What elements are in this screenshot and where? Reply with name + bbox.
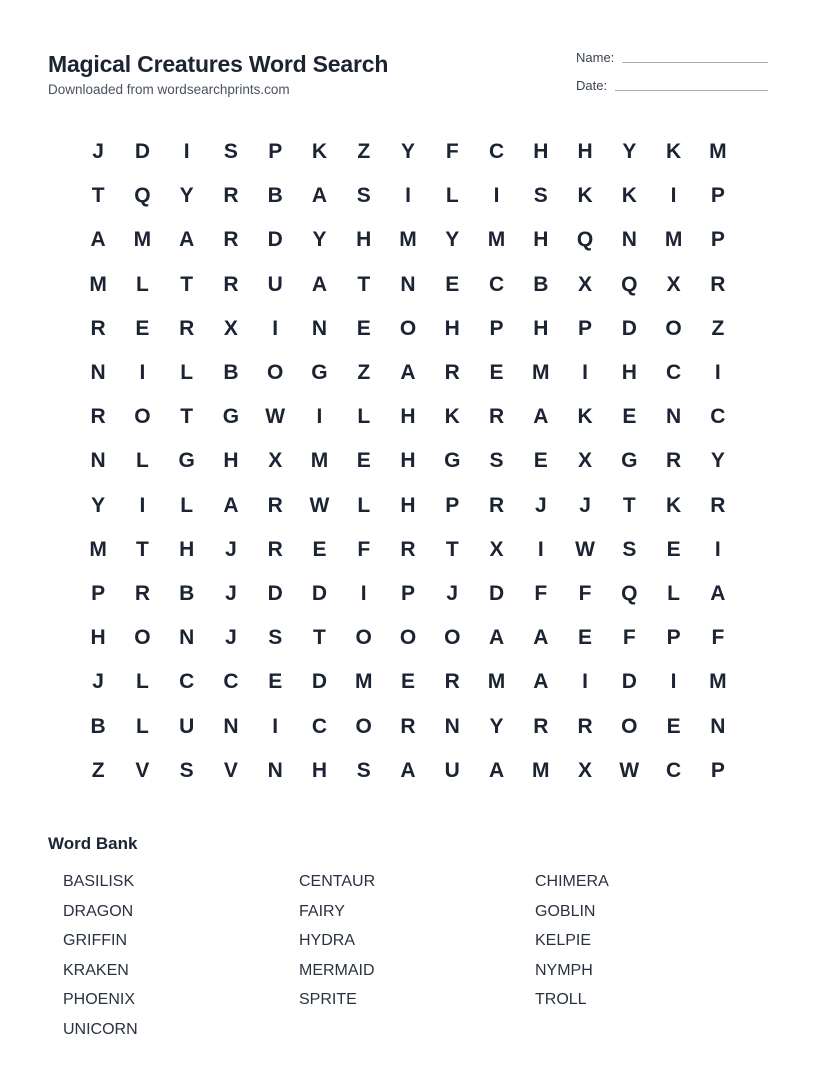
grid-cell[interactable]: T — [135, 537, 149, 561]
grid-cell[interactable]: E — [489, 361, 504, 385]
grid-cell[interactable]: M — [133, 228, 152, 252]
grid-cell[interactable]: C — [488, 140, 505, 164]
student-fields — [576, 49, 768, 105]
grid-cell[interactable]: S — [223, 140, 238, 164]
grid-cell[interactable]: L — [180, 493, 194, 517]
grid-cell[interactable]: J — [446, 581, 459, 605]
grid-cell[interactable]: E — [533, 449, 548, 473]
grid-cell[interactable]: C — [710, 405, 726, 429]
grid-cell[interactable]: H — [400, 493, 416, 517]
grid-cell[interactable]: L — [180, 361, 194, 385]
grid-cell[interactable]: O — [444, 626, 461, 650]
grid-cell[interactable]: T — [357, 272, 371, 296]
grid-cell[interactable]: M — [709, 140, 727, 164]
grid-cell[interactable]: Q — [134, 184, 151, 208]
grid-cell[interactable]: N — [400, 272, 416, 296]
grid-cell[interactable]: N — [267, 758, 283, 782]
grid-cell[interactable]: K — [444, 405, 460, 429]
grid-cell[interactable]: E — [578, 626, 593, 650]
word-bank-item: UNICORN — [63, 1020, 138, 1038]
grid-row — [76, 263, 740, 307]
grid-cell[interactable]: B — [223, 361, 239, 385]
date-label: Date: — [576, 78, 608, 93]
grid-cell[interactable]: Y — [91, 493, 106, 517]
grid-cell[interactable]: L — [357, 405, 371, 429]
grid-cell[interactable]: P — [91, 581, 106, 605]
grid-cell[interactable]: R — [223, 272, 239, 296]
grid-cell[interactable]: I — [714, 361, 721, 385]
grid-cell[interactable]: H — [400, 449, 416, 473]
grid-cell[interactable]: N — [710, 714, 726, 738]
grid-cell[interactable]: E — [445, 272, 460, 296]
grid-cell[interactable]: I — [670, 670, 677, 694]
grid-row — [76, 439, 740, 483]
grid-cell[interactable]: K — [621, 184, 637, 208]
grid-cell[interactable]: A — [311, 272, 328, 296]
grid-cell[interactable]: K — [666, 493, 682, 517]
grid-cell[interactable]: Y — [489, 714, 504, 738]
grid-cell[interactable]: N — [90, 361, 106, 385]
word-bank-item: MERMAID — [299, 961, 375, 979]
grid-cell[interactable]: B — [179, 581, 195, 605]
grid-cell[interactable]: O — [355, 714, 372, 738]
grid-cell[interactable]: E — [666, 537, 681, 561]
grid-cell[interactable]: R — [577, 714, 593, 738]
grid-cell[interactable]: H — [179, 537, 195, 561]
grid-cell[interactable]: E — [356, 316, 371, 340]
grid-cell[interactable]: R — [267, 537, 283, 561]
grid-cell[interactable]: D — [488, 581, 505, 605]
word-bank-item: BASILISK — [63, 873, 135, 890]
grid-cell[interactable]: F — [711, 626, 725, 650]
grid-cell[interactable]: P — [268, 140, 283, 164]
grid-cell[interactable]: R — [223, 228, 239, 252]
header — [48, 50, 388, 98]
grid-cell[interactable]: I — [272, 714, 279, 738]
grid-cell[interactable]: Y — [622, 140, 637, 164]
grid-cell[interactable]: R — [134, 581, 150, 605]
grid-cell[interactable]: M — [532, 361, 550, 385]
page-subtitle: Downloaded from wordsearchprints.com — [48, 82, 290, 97]
grid-cell[interactable]: A — [533, 670, 549, 694]
word-bank-item: TROLL — [535, 991, 587, 1009]
grid-cell[interactable]: K — [311, 140, 328, 164]
grid-row — [76, 307, 740, 351]
grid-cell[interactable]: P — [710, 184, 725, 208]
grid-cell[interactable]: R — [488, 405, 505, 429]
grid-cell[interactable]: M — [310, 449, 329, 473]
grid-cell[interactable]: W — [619, 758, 640, 782]
grid-cell[interactable]: R — [223, 184, 239, 208]
grid-cell[interactable]: J — [225, 537, 237, 561]
grid-cell[interactable]: H — [533, 316, 549, 340]
grid-cell[interactable]: R — [267, 493, 283, 517]
grid-cell[interactable]: X — [578, 272, 593, 296]
grid-cell[interactable]: F — [445, 140, 459, 164]
grid-cell[interactable]: B — [90, 714, 106, 738]
grid-cell[interactable]: R — [179, 316, 195, 340]
grid-cell[interactable]: T — [313, 626, 326, 650]
grid-cell[interactable]: X — [578, 758, 593, 782]
grid-cell[interactable]: T — [91, 184, 105, 208]
grid-cell[interactable]: W — [309, 493, 330, 517]
grid-cell[interactable]: J — [579, 493, 591, 517]
grid-cell[interactable]: B — [267, 184, 283, 208]
grid-row — [76, 704, 740, 748]
word-list — [48, 867, 768, 1045]
grid-cell[interactable]: V — [135, 758, 150, 782]
grid-cell[interactable]: L — [357, 493, 371, 517]
grid-cell[interactable]: H — [90, 626, 106, 650]
word-bank-item: SPRITE — [299, 991, 357, 1009]
grid-cell[interactable]: L — [135, 449, 149, 473]
grid-cell[interactable]: L — [667, 581, 680, 605]
grid-cell[interactable]: B — [533, 272, 549, 296]
date-line[interactable] — [615, 89, 768, 91]
grid-cell[interactable]: C — [666, 361, 682, 385]
grid-cell[interactable]: I — [405, 184, 411, 208]
name-line[interactable] — [622, 61, 768, 63]
grid-cell[interactable]: E — [400, 670, 415, 694]
grid-cell[interactable]: O — [355, 626, 372, 650]
grid-cell[interactable]: Y — [312, 228, 327, 252]
grid-cell[interactable]: F — [578, 581, 592, 605]
grid-cell[interactable]: A — [179, 228, 195, 252]
grid-cell[interactable]: J — [92, 670, 104, 694]
grid-cell[interactable]: E — [356, 449, 371, 473]
grid-cell[interactable]: I — [139, 493, 146, 517]
grid-cell[interactable]: H — [311, 758, 328, 782]
grid-row — [76, 218, 740, 262]
grid-cell[interactable]: U — [179, 714, 195, 738]
grid-cell[interactable]: X — [666, 272, 681, 296]
grid-cell[interactable]: O — [399, 316, 417, 340]
grid-cell[interactable]: Y — [400, 140, 415, 164]
grid-cell[interactable]: Z — [91, 758, 105, 782]
grid-cell[interactable]: T — [180, 272, 194, 296]
grid-cell[interactable]: N — [311, 316, 328, 340]
grid-cell[interactable]: A — [400, 758, 416, 782]
grid-cell[interactable]: G — [621, 449, 638, 473]
grid-cell[interactable]: O — [267, 361, 284, 385]
grid-cell[interactable]: V — [223, 758, 238, 782]
grid-cell[interactable]: A — [311, 184, 328, 208]
grid-cell[interactable]: N — [621, 228, 637, 252]
grid-cell[interactable]: C — [488, 272, 505, 296]
grid-cell[interactable]: Q — [576, 228, 594, 252]
grid-cell[interactable]: R — [444, 670, 460, 694]
grid-cell[interactable]: S — [533, 184, 548, 208]
grid-cell[interactable]: Y — [179, 184, 194, 208]
grid-cell[interactable]: K — [577, 405, 593, 429]
grid-cell[interactable]: A — [488, 758, 505, 782]
grid-cell[interactable]: Z — [711, 316, 725, 340]
grid-cell[interactable]: W — [265, 405, 286, 429]
grid-row — [76, 395, 740, 439]
grid-cell[interactable]: C — [223, 670, 239, 694]
grid-cell[interactable]: Z — [357, 140, 371, 164]
grid-cell[interactable]: O — [399, 626, 417, 650]
grid-cell[interactable]: S — [356, 758, 371, 782]
grid-cell[interactable]: X — [268, 449, 283, 473]
grid-cell[interactable]: S — [268, 626, 283, 650]
grid-cell[interactable]: M — [487, 228, 506, 252]
grid-row — [76, 572, 740, 616]
grid-cell[interactable]: G — [444, 449, 461, 473]
grid-cell[interactable]: D — [267, 581, 283, 605]
grid-cell[interactable]: R — [400, 714, 416, 738]
grid-cell[interactable]: J — [225, 581, 237, 605]
grid-cell[interactable]: O — [621, 714, 638, 738]
word-bank-item: DRAGON — [63, 902, 134, 920]
grid-cell[interactable]: T — [180, 405, 194, 429]
grid-cell[interactable]: H — [533, 140, 549, 164]
grid-cell[interactable]: R — [488, 493, 505, 517]
grid-cell[interactable]: A — [90, 228, 106, 252]
grid-cell[interactable]: I — [537, 537, 544, 561]
grid-cell[interactable]: S — [489, 449, 504, 473]
grid-cell[interactable]: Y — [710, 449, 725, 473]
letter-grid — [76, 130, 740, 793]
grid-cell[interactable]: G — [178, 449, 195, 473]
grid-cell[interactable]: C — [179, 670, 195, 694]
grid-cell[interactable]: N — [179, 626, 195, 650]
word-bank-item: FAIRY — [299, 902, 345, 920]
grid-cell[interactable]: D — [621, 670, 637, 694]
grid-cell[interactable]: A — [710, 581, 726, 605]
word-bank-item: PHOENIX — [63, 991, 136, 1009]
grid-row — [76, 484, 740, 528]
grid-cell[interactable]: H — [223, 449, 239, 473]
grid-cell[interactable]: M — [354, 670, 373, 694]
grid-cell[interactable]: R — [710, 272, 726, 296]
grid-cell[interactable]: S — [622, 537, 637, 561]
grid-cell[interactable]: I — [183, 140, 190, 164]
grid-cell[interactable]: Q — [621, 581, 638, 605]
grid-cell[interactable]: U — [444, 758, 460, 782]
grid-cell[interactable]: P — [710, 228, 725, 252]
grid-cell[interactable]: I — [582, 361, 588, 385]
grid-cell[interactable]: L — [135, 272, 149, 296]
grid-cell[interactable]: S — [356, 184, 371, 208]
grid-cell[interactable]: P — [445, 493, 460, 517]
word-bank-item: CENTAUR — [299, 873, 376, 890]
grid-cell[interactable]: H — [533, 228, 549, 252]
grid-cell[interactable]: O — [665, 316, 682, 340]
grid-cell[interactable]: I — [493, 184, 500, 208]
grid-cell[interactable]: D — [311, 670, 328, 694]
grid-cell[interactable]: L — [135, 714, 149, 738]
grid-cell[interactable]: M — [89, 272, 107, 296]
grid-cell[interactable]: I — [714, 537, 721, 561]
grid-cell[interactable]: I — [360, 581, 367, 605]
grid-cell[interactable]: C — [311, 714, 328, 738]
grid-cell[interactable]: R — [90, 316, 106, 340]
grid-cell[interactable]: I — [670, 184, 677, 208]
grid-cell[interactable]: W — [575, 537, 595, 561]
grid-row — [76, 660, 740, 704]
grid-cell[interactable]: R — [533, 714, 549, 738]
grid-cell[interactable]: Q — [621, 272, 638, 296]
grid-cell[interactable]: N — [444, 714, 460, 738]
word-bank-item: HYDRA — [299, 932, 356, 950]
page-title: Magical Creatures Word Search — [48, 51, 389, 77]
grid-cell[interactable]: Z — [357, 361, 371, 385]
grid-cell[interactable]: X — [578, 449, 593, 473]
grid-cell[interactable]: T — [622, 493, 636, 517]
grid-cell[interactable]: F — [622, 626, 636, 650]
grid-cell[interactable]: R — [710, 493, 726, 517]
grid-row — [76, 616, 740, 660]
grid-cell[interactable]: K — [666, 140, 682, 164]
name-label: Name: — [576, 50, 615, 65]
grid-cell[interactable]: M — [709, 670, 727, 694]
grid-cell[interactable]: P — [578, 316, 593, 340]
grid-row — [76, 130, 740, 174]
grid-cell[interactable]: R — [666, 449, 682, 473]
grid-cell[interactable]: N — [666, 405, 682, 429]
grid-cell[interactable]: P — [666, 626, 681, 650]
grid-row — [76, 528, 740, 572]
grid-cell[interactable]: D — [621, 316, 637, 340]
grid-row — [76, 174, 740, 218]
grid-cell[interactable]: E — [666, 714, 681, 738]
grid-cell[interactable]: O — [134, 405, 151, 429]
date-field[interactable] — [576, 77, 768, 93]
grid-cell[interactable]: A — [223, 493, 239, 517]
grid-cell[interactable]: D — [311, 581, 328, 605]
grid-cell[interactable]: L — [445, 184, 459, 208]
grid-cell[interactable]: M — [664, 228, 683, 252]
grid-cell[interactable]: Y — [445, 228, 460, 252]
grid-cell[interactable]: R — [444, 361, 460, 385]
grid-cell[interactable]: P — [489, 316, 504, 340]
grid-cell[interactable]: C — [666, 758, 682, 782]
grid-cell[interactable]: N — [223, 714, 239, 738]
grid-cell[interactable]: F — [534, 581, 548, 605]
grid-cell[interactable]: A — [533, 405, 549, 429]
grid-cell[interactable]: L — [135, 670, 149, 694]
word-bank-item: KELPIE — [535, 932, 592, 950]
grid-cell[interactable]: I — [582, 670, 588, 694]
grid-cell[interactable]: H — [444, 316, 460, 340]
grid-cell[interactable]: M — [487, 670, 506, 694]
grid-cell[interactable]: J — [534, 493, 547, 517]
grid-cell[interactable]: T — [445, 537, 459, 561]
grid-cell[interactable]: O — [134, 626, 151, 650]
word-bank-item: KRAKEN — [63, 961, 129, 979]
grid-cell[interactable]: I — [272, 316, 279, 340]
grid-cell[interactable]: P — [400, 581, 415, 605]
grid-row — [76, 749, 740, 793]
grid-cell[interactable]: D — [134, 140, 150, 164]
grid-cell[interactable]: A — [533, 626, 549, 650]
grid-cell[interactable]: R — [400, 537, 416, 561]
grid-cell[interactable]: K — [577, 184, 593, 208]
grid-cell[interactable]: I — [316, 405, 323, 429]
grid-cell[interactable]: A — [488, 626, 505, 650]
grid-cell[interactable]: R — [90, 405, 106, 429]
grid-cell[interactable]: F — [357, 537, 371, 561]
grid-cell[interactable]: J — [92, 140, 104, 164]
grid-cell[interactable]: U — [267, 272, 283, 296]
grid-cell[interactable]: M — [399, 228, 417, 252]
word-bank-item: CHIMERA — [535, 873, 609, 890]
grid-cell[interactable]: N — [90, 449, 106, 473]
word-bank — [48, 834, 768, 1045]
grid-cell[interactable]: H — [356, 228, 372, 252]
word-bank-title: Word Bank — [48, 834, 138, 853]
grid-cell[interactable]: E — [268, 670, 283, 694]
name-field[interactable] — [576, 49, 768, 65]
grid-cell[interactable]: G — [311, 361, 328, 385]
grid-cell[interactable]: X — [223, 316, 238, 340]
grid-cell[interactable]: M — [89, 537, 107, 561]
grid-cell[interactable]: E — [312, 537, 327, 561]
word-bank-item: GOBLIN — [535, 902, 596, 920]
grid-cell[interactable]: H — [577, 140, 593, 164]
grid-cell[interactable]: J — [225, 626, 237, 650]
grid-cell[interactable]: A — [400, 361, 416, 385]
grid-cell[interactable]: E — [622, 405, 637, 429]
grid-cell[interactable]: X — [489, 537, 504, 561]
grid-cell[interactable]: E — [135, 316, 150, 340]
grid-cell[interactable]: H — [400, 405, 416, 429]
grid-cell[interactable]: P — [710, 758, 725, 782]
grid-cell[interactable]: H — [621, 361, 637, 385]
grid-cell[interactable]: M — [532, 758, 550, 782]
grid-cell[interactable]: S — [179, 758, 194, 782]
grid-row — [76, 351, 740, 395]
word-bank-item: NYMPH — [535, 961, 593, 979]
word-bank-item: GRIFFIN — [63, 932, 127, 950]
grid-cell[interactable]: I — [139, 361, 146, 385]
grid-cell[interactable]: D — [267, 228, 283, 252]
grid-cell[interactable]: G — [222, 405, 240, 429]
